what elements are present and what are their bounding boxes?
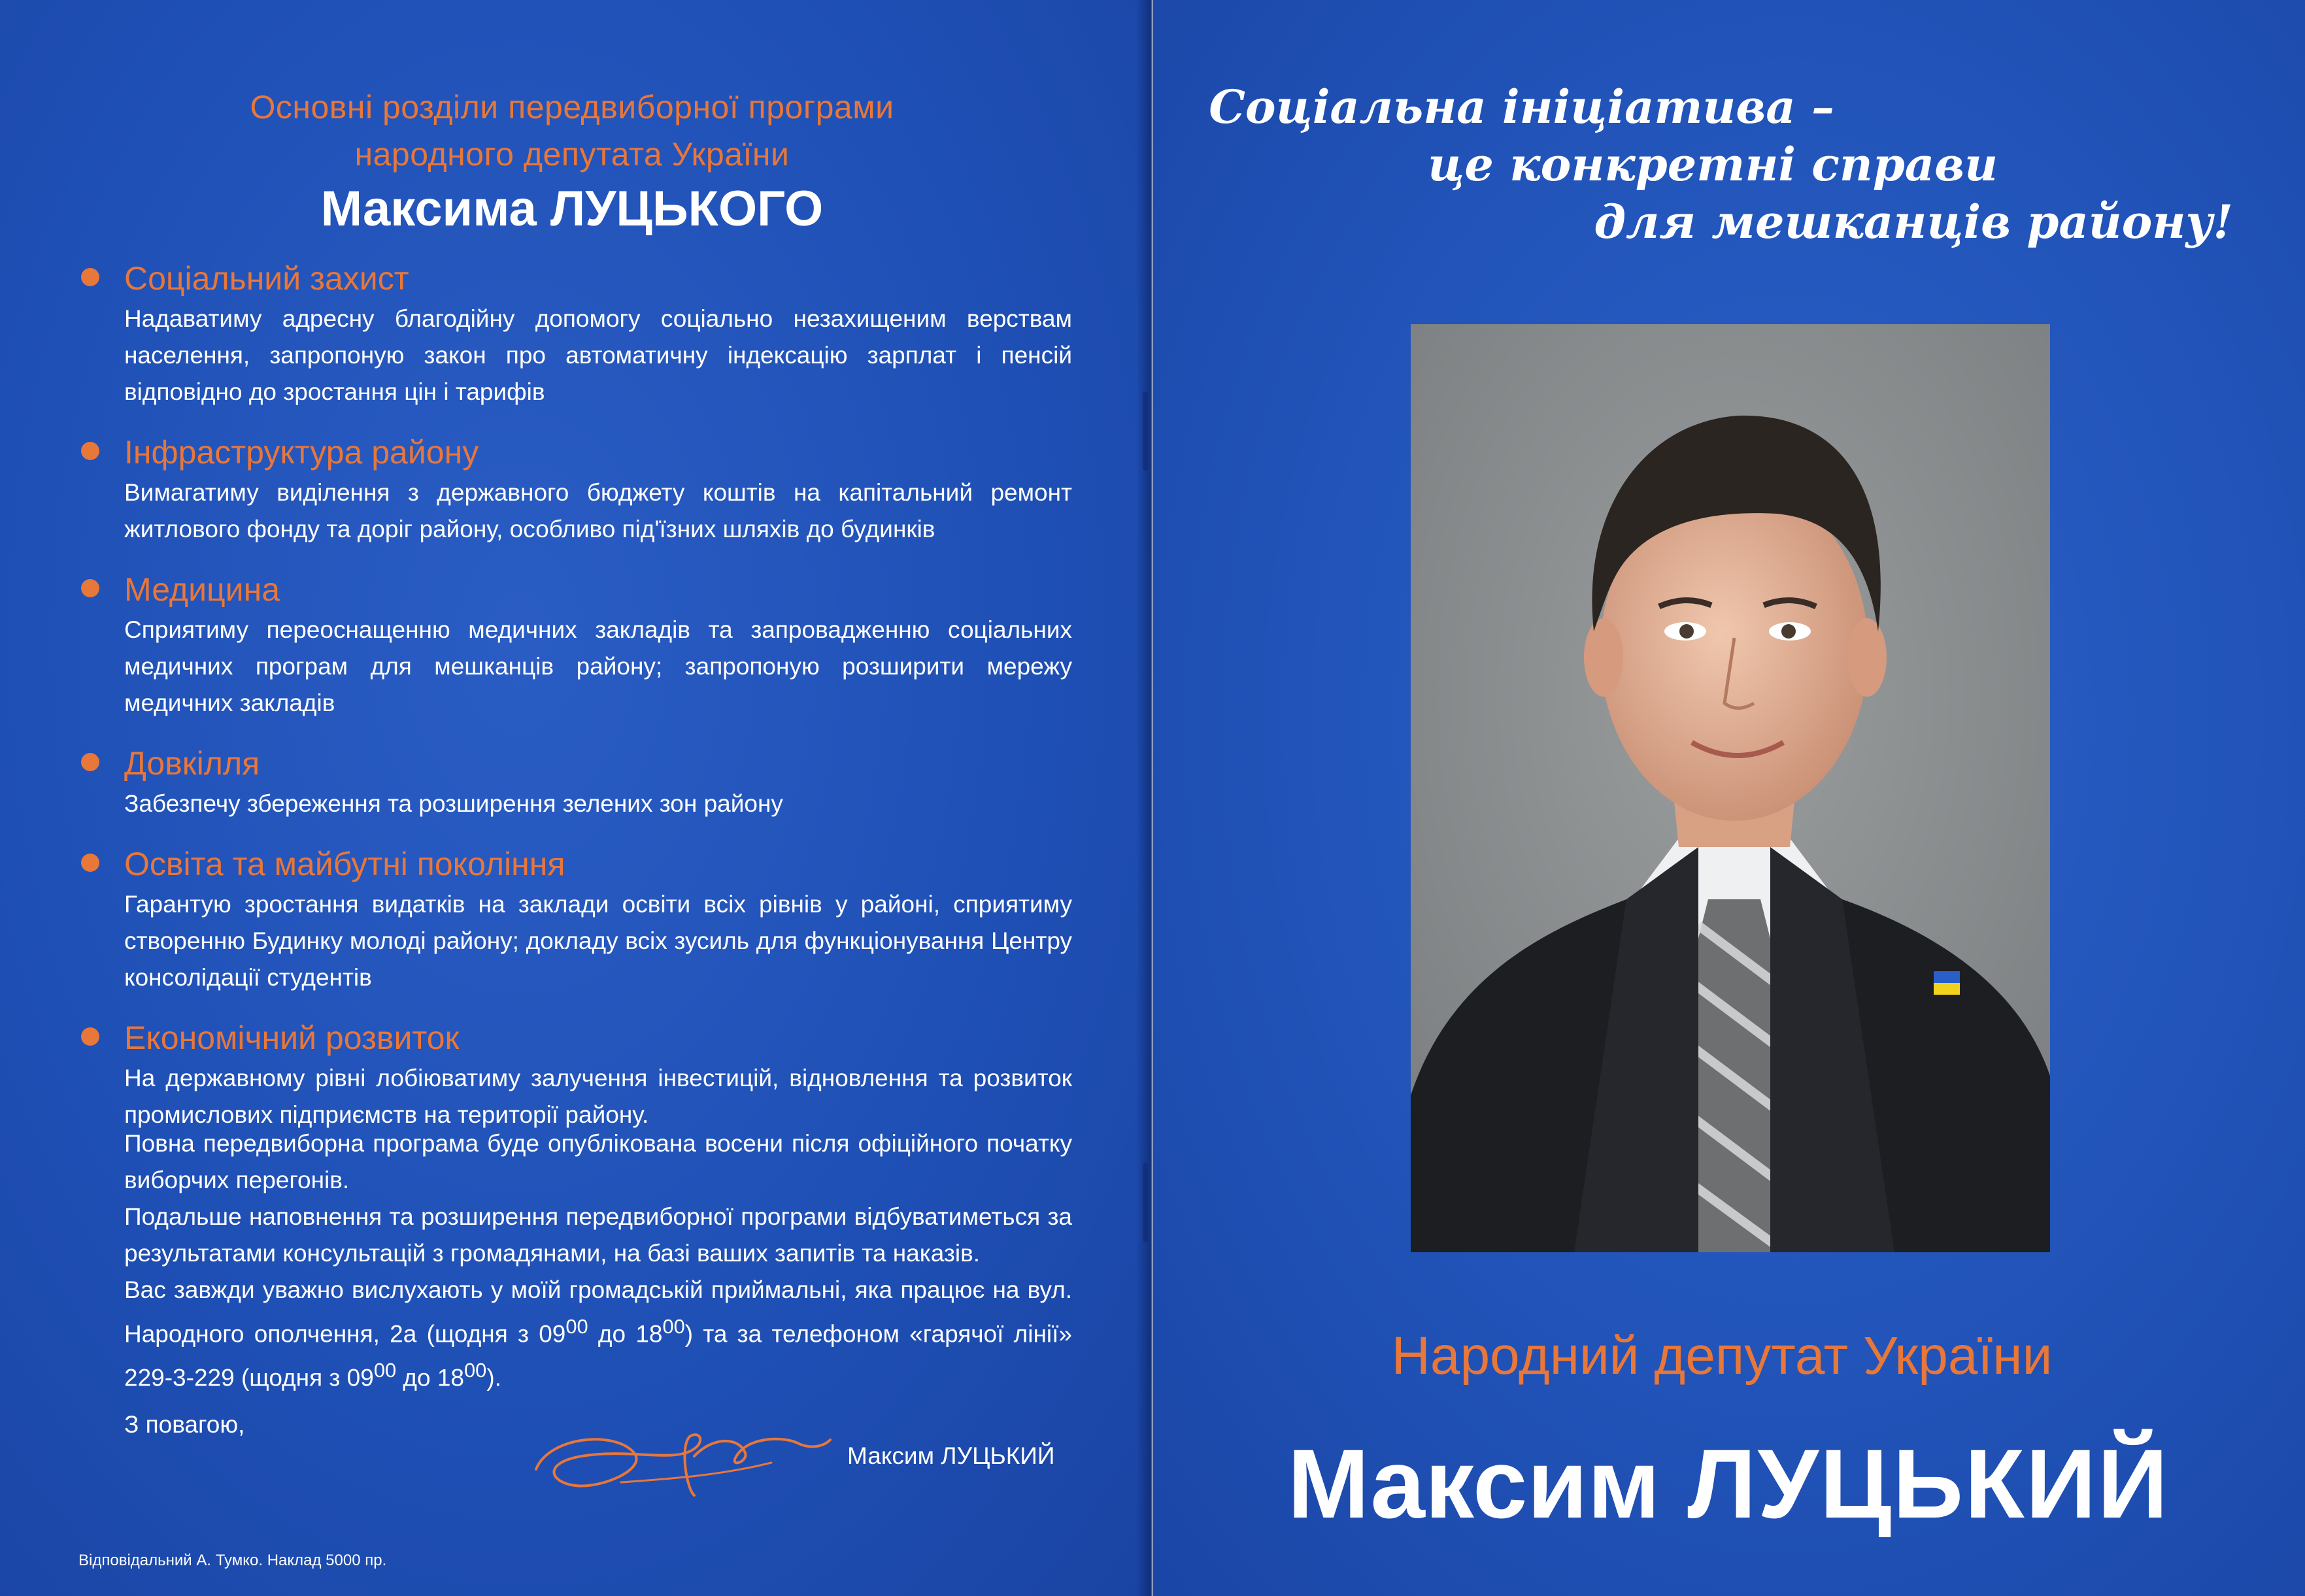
time-superscript: 00 <box>464 1359 487 1382</box>
regards-text: З повагою, <box>124 1411 245 1438</box>
section-title: Медицина <box>124 571 280 608</box>
candidate-name-genitive: Максима ЛУЦЬКОГО <box>320 181 824 237</box>
bullet-icon <box>81 442 99 460</box>
program-section-economy <box>78 1016 1072 1133</box>
handwritten-signature <box>523 1417 837 1502</box>
section-text: Гарантую зростання видатків на заклади освіти всіх рівнів у районі, сприятиму створенню Будинку молоді району; докладу всіх зусиль для функціонування Центру консолідації студентів <box>124 891 1072 991</box>
section-text: На державному рівні лобіюватиму залучення інвестицій, відновлення та розвиток промислових підприємств на території району. <box>124 1065 1072 1128</box>
closing-paragraph-contacts <box>124 1272 1072 1397</box>
contacts-text: Вас завжди уважно вислухають у моїй громадській приймальні, яка працює на вул. Народного ополчення, 2а (щодня з 09 <box>124 1276 1072 1348</box>
candidate-last-name: ЛУЦЬКИЙ <box>1687 1429 2170 1538</box>
candidate-first-name: Максим <box>1287 1429 1660 1538</box>
section-text: Вимагатиму виділення з державного бюджету коштів на капітальний ремонт житлового фонду та доріг району, особливо під'їзних шляхів до будинків <box>124 479 1072 542</box>
program-section-medicine <box>78 567 1072 722</box>
program-heading <box>157 84 987 178</box>
program-heading-line: народного депутата України <box>354 136 790 173</box>
program-heading-line: Основні розділи передвиборної програми <box>250 89 894 125</box>
program-sections <box>78 256 1072 1153</box>
contacts-text: ). <box>486 1364 501 1391</box>
program-section-social <box>78 256 1072 410</box>
section-title: Інфраструктура району <box>124 434 479 471</box>
signer-name: Максим ЛУЦЬКИЙ <box>847 1442 1055 1469</box>
candidate-full-name <box>1219 1425 2238 1542</box>
right-page <box>1153 0 2305 1596</box>
staple <box>1143 392 1148 471</box>
imprint-line: Відповідальний А. Тумко. Наклад 5000 пр. <box>78 1552 387 1569</box>
time-superscript: 00 <box>662 1315 685 1338</box>
bullet-icon <box>81 579 99 597</box>
time-superscript: 00 <box>565 1315 588 1338</box>
role-title: Народний депутат України <box>1391 1326 2053 1386</box>
contacts-text: до 18 <box>396 1364 465 1391</box>
section-title: Економічний розвиток <box>124 1020 460 1056</box>
closing-paragraph: Повна передвиборна програма буде опублікована восени після офіційного початку виборчих перегонів. <box>124 1130 1072 1193</box>
section-text: Надаватиму адресну благодійну допомогу соціально незахищеним верствам населення, запропоную закон про автоматичну індексацію зарплат і пенсій відповідно до зростання цін і тарифів <box>124 305 1072 405</box>
bullet-icon <box>81 753 99 771</box>
program-section-infrastructure <box>78 430 1072 548</box>
contacts-text: ) та за телефоном «гарячої лінії» 229-3-229 (щодня з 09 <box>124 1320 1072 1391</box>
slogan-line: Соціальна ініціатива – <box>1209 80 1834 134</box>
bullet-icon <box>81 1027 99 1046</box>
staple <box>1143 1163 1148 1242</box>
bullet-icon <box>81 268 99 286</box>
bullet-icon <box>81 854 99 872</box>
section-text: Сприятиму переоснащенню медичних закладів та запровадженню соціальних медичних програм для мешканців району; запропоную розширити мережу медичних закладів <box>124 616 1072 716</box>
contacts-text: до 18 <box>588 1320 663 1348</box>
time-superscript: 00 <box>373 1359 397 1382</box>
section-title: Соціальний захист <box>124 260 409 297</box>
section-title: Освіта та майбутні покоління <box>124 846 565 882</box>
closing-paragraph: Подальше наповнення та розширення передвиборної програми відбуватиметься за результатами консультацій з громадянами, на базі ваших запитів та наказів. <box>124 1203 1072 1267</box>
candidate-portrait-photo <box>1411 324 2050 1252</box>
slogan-line: для мешканців району! <box>1594 195 2233 249</box>
program-section-environment <box>78 741 1072 822</box>
slogan-line: це конкретні справи <box>1428 137 1998 191</box>
closing-text <box>124 1125 1072 1397</box>
section-title: Довкілля <box>124 745 260 782</box>
section-text: Забезпечу збереження та розширення зелених зон району <box>124 790 783 817</box>
program-section-education <box>78 842 1072 996</box>
slogan <box>1187 78 2233 251</box>
